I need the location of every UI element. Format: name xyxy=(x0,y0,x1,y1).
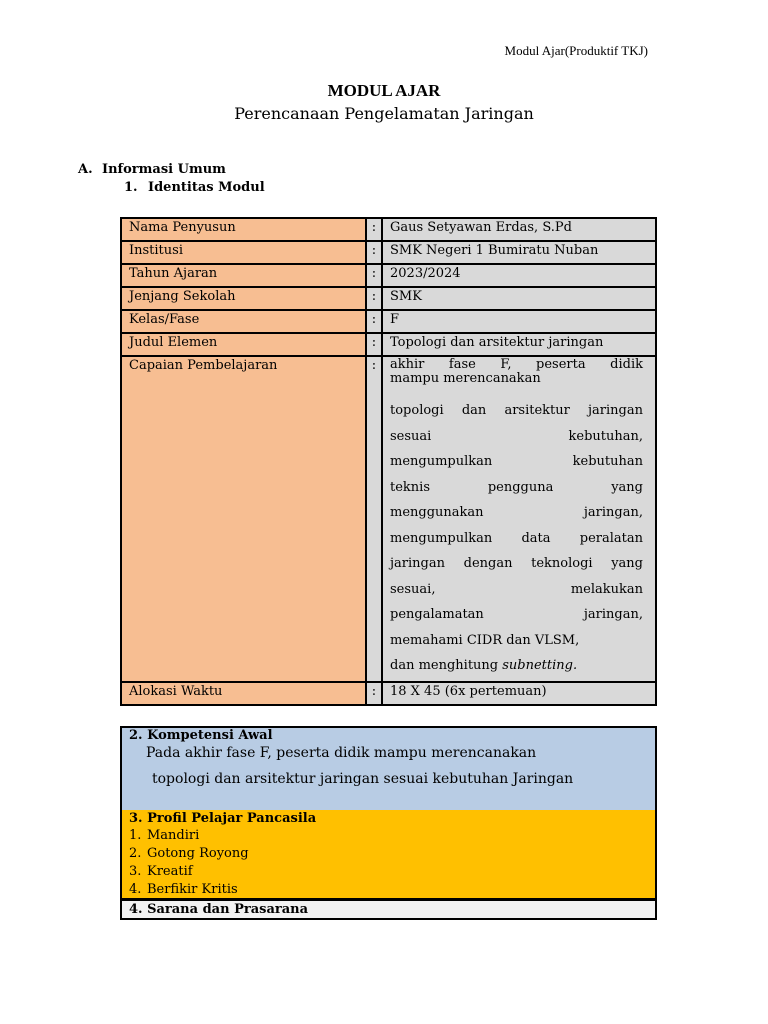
capaian-line: mengumpulkan data peralatan xyxy=(390,530,643,546)
list-text: Mandiri xyxy=(147,828,200,843)
row-value: F xyxy=(382,310,656,333)
profil-heading: 3. Profil Pelajar Pancasila xyxy=(129,811,317,826)
capaian-line: menggunakan jaringan, xyxy=(390,505,643,520)
list-text: Gotong Royong xyxy=(147,846,249,861)
identity-table xyxy=(120,217,657,706)
capaian-last-prefix: dan menghitung xyxy=(390,658,503,673)
list-number: 4. xyxy=(129,882,142,897)
row-separator: : xyxy=(366,264,382,287)
subsection-label: Identitas Modul xyxy=(148,180,265,195)
row-value: 2023/2024 xyxy=(382,264,656,287)
sarana-prasarana-box xyxy=(120,899,657,920)
capaian-line: sesuai kebutuhan, xyxy=(390,428,643,444)
list-text: Kreatif xyxy=(147,864,193,879)
row-value: SMK Negeri 1 Bumiratu Nuban xyxy=(382,241,656,264)
subsection-heading-1 xyxy=(124,180,265,195)
subsection-number: 1. xyxy=(124,180,138,195)
capaian-line: pengalamatan jaringan, xyxy=(390,607,643,622)
running-header: Modul Ajar(Produktif TKJ) xyxy=(504,43,648,58)
list-item xyxy=(129,845,655,863)
row-value: 18 X 45 (6x pertemuan) xyxy=(382,682,656,705)
row-separator: : xyxy=(366,682,382,705)
profil-pelajar-box xyxy=(120,810,657,900)
row-separator: : xyxy=(366,356,382,682)
table-row xyxy=(121,287,656,310)
table-row xyxy=(121,241,656,264)
row-label: Capaian Pembelajaran xyxy=(121,356,366,682)
capaian-line: memahami CIDR dan VLSM, xyxy=(390,632,580,648)
row-separator: : xyxy=(366,241,382,264)
page-subtitle: Perencanaan Pengelamatan Jaringan xyxy=(234,104,534,123)
profil-list xyxy=(122,827,655,899)
capaian-last-line xyxy=(390,653,649,679)
kompetensi-line: Pada akhir fase F, peserta didik mampu merencanakan xyxy=(146,745,537,761)
row-separator: : xyxy=(366,310,382,333)
section-heading-a xyxy=(78,162,226,177)
list-number: 2. xyxy=(129,846,142,861)
capaian-last-italic: subnetting. xyxy=(502,658,578,673)
row-label: Jenjang Sekolah xyxy=(121,287,366,310)
row-label: Kelas/Fase xyxy=(121,310,366,333)
capaian-value xyxy=(382,356,656,682)
list-item xyxy=(129,827,655,845)
list-number: 3. xyxy=(129,864,142,879)
table-row xyxy=(121,310,656,333)
row-label: Institusi xyxy=(121,241,366,264)
kompetensi-line: topologi dan arsitektur jaringan sesuai kebutuhan Jaringan xyxy=(152,771,574,787)
section-letter: A. xyxy=(78,162,93,177)
list-item xyxy=(129,881,655,899)
row-separator: : xyxy=(366,287,382,310)
capaian-head xyxy=(390,358,649,386)
table-row-capaian xyxy=(121,356,656,682)
capaian-line: sesuai, melakukan xyxy=(390,581,643,597)
table-row xyxy=(121,333,656,356)
row-separator: : xyxy=(366,333,382,356)
capaian-head-line1: akhir fase F, peserta didik xyxy=(390,357,643,372)
section-label: Informasi Umum xyxy=(102,162,226,177)
row-label: Alokasi Waktu xyxy=(121,682,366,705)
row-separator: : xyxy=(366,218,382,241)
kompetensi-awal-box xyxy=(120,726,657,812)
row-label: Judul Elemen xyxy=(121,333,366,356)
capaian-line: topologi dan arsitektur jaringan xyxy=(390,403,643,418)
row-value: Gaus Setyawan Erdas, S.Pd xyxy=(382,218,656,241)
capaian-line: mengumpulkan kebutuhan xyxy=(390,454,643,469)
capaian-line: teknis pengguna yang xyxy=(390,479,643,495)
table-row xyxy=(121,682,656,705)
table-row xyxy=(121,264,656,287)
capaian-head-line2: mampu merencanakan xyxy=(390,371,541,386)
list-number: 1. xyxy=(129,828,142,843)
kompetensi-heading: 2. Kompetensi Awal xyxy=(129,728,273,743)
row-value: Topologi dan arsitektur jaringan xyxy=(382,333,656,356)
sarana-heading: 4. Sarana dan Prasarana xyxy=(129,902,309,917)
page-title: MODUL AJAR xyxy=(327,81,441,100)
row-value: SMK xyxy=(382,287,656,310)
table-row xyxy=(121,218,656,241)
list-item xyxy=(129,863,655,881)
row-label: Nama Penyusun xyxy=(121,218,366,241)
list-text: Berfikir Kritis xyxy=(147,882,238,897)
capaian-line: jaringan dengan teknologi yang xyxy=(390,556,643,571)
row-label: Tahun Ajaran xyxy=(121,264,366,287)
